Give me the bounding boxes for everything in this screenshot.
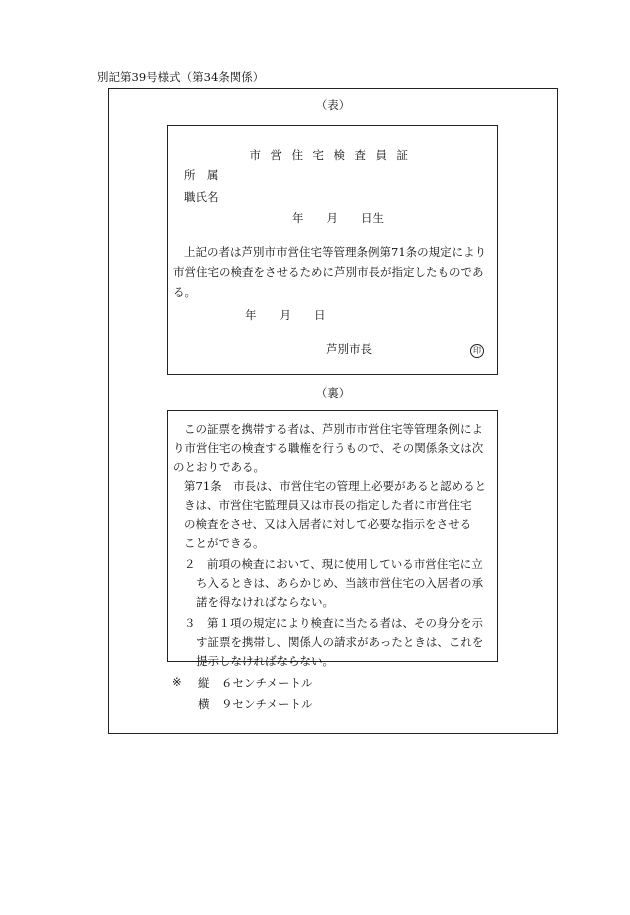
back-line: 第71条 市長は、市営住宅の管理上必要があると認めると xyxy=(184,479,487,493)
back-card xyxy=(167,410,498,668)
back-line: の検査をさせ、又は入居者に対して必要な指示をさせる xyxy=(184,517,472,531)
back-line: 諾を得なければならない。 xyxy=(196,595,334,609)
back-line: 提示しなければならない。 xyxy=(196,654,334,668)
seal-wrap xyxy=(470,342,484,358)
front-label: （表） xyxy=(315,98,351,112)
form-title: 別記第39号様式（第34条関係） xyxy=(97,70,265,84)
back-label: （裏） xyxy=(315,386,351,400)
body-line-2: 市営住宅の検査をさせるために芦別市長が指定したものであ xyxy=(173,265,484,279)
seal-mark: 印 xyxy=(470,344,484,358)
card-title: 市営住宅検査員証 xyxy=(249,148,418,162)
back-line: ことができる。 xyxy=(184,536,265,550)
front-label-wrap xyxy=(108,97,558,113)
issuer-name: 芦別市長 xyxy=(326,342,372,356)
back-line: ３ 第１項の規定により検査に当たる者は、その身分を示 xyxy=(184,616,483,630)
body-line-3: る。 xyxy=(173,285,196,299)
back-line: のとおりである。 xyxy=(173,460,265,474)
back-line: この証票を携帯する者は、芦別市市営住宅等管理条例によ xyxy=(184,422,483,436)
note-height: 縦 ６センチメートル xyxy=(198,676,313,690)
back-line: ２ 前項の検査において、現に使用している市営住宅に立 xyxy=(184,557,483,571)
back-line: す証票を携帯し、関係人の請求があったときは、これを xyxy=(196,635,484,649)
affiliation-field: 所 属 xyxy=(184,168,219,182)
issue-date: 年 月 日 xyxy=(245,308,326,322)
back-line: きは、市営住宅監理員又は市長の指定した者に市営住宅 xyxy=(184,498,472,512)
name-field: 職氏名 xyxy=(184,190,219,204)
back-label-wrap xyxy=(108,385,558,401)
birthdate-field: 年 月 日生 xyxy=(292,211,384,225)
back-line: り市営住宅の検査する職権を行うもので、その関係条文は次 xyxy=(173,441,484,455)
note-width: 横 ９センチメートル xyxy=(198,697,313,711)
front-card xyxy=(167,125,498,375)
back-line: ち入るときは、あらかじめ、当該市営住宅の入居者の承 xyxy=(196,576,484,590)
body-line-1: 上記の者は芦別市市営住宅等管理条例第71条の規定により xyxy=(184,245,487,259)
note-mark: ※ xyxy=(172,675,182,689)
